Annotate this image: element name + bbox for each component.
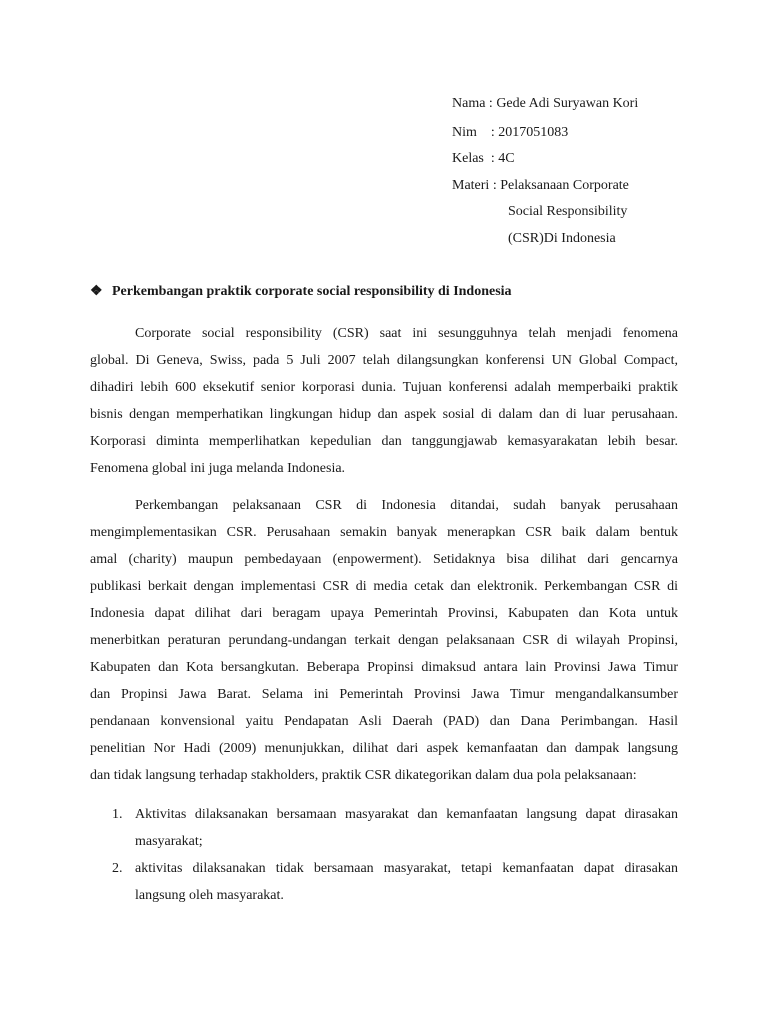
paragraph-line: mengimplementasikan CSR. Perusahaan semakin banyak menerapkan CSR baik dalam bentuk [90, 525, 678, 540]
paragraph-1 [90, 320, 678, 482]
section-heading [90, 283, 512, 300]
paragraph-line: Perkembangan pelaksanaan CSR di Indonesia ditandai, sudah banyak perusahaan [135, 498, 678, 513]
student-info-block [452, 91, 638, 252]
student-nim: Nim : 2017051083 [452, 124, 569, 140]
section-heading-text: Perkembangan praktik corporate social responsibility di Indonesia [112, 284, 512, 299]
list-line: masyarakat; [135, 834, 203, 849]
paragraph-line: Corporate social responsibility (CSR) saat ini sesungguhnya telah menjadi fenomena [135, 326, 678, 341]
paragraph-line: dan Propinsi Jawa Barat. Selama ini Pemerintah Provinsi Jawa Timur mengandalkansumber [90, 687, 678, 702]
student-class: Kelas : 4C [452, 151, 515, 166]
list-line: aktivitas dilaksanakan tidak bersamaan masyarakat, tetapi kemanfaatan dapat dirasakan [135, 861, 678, 876]
material-line-3: (CSR)Di Indonesia [508, 230, 616, 246]
list-line: langsung oleh masyarakat. [135, 888, 284, 903]
paragraph-line: dan tidak langsung terhadap stakholders, praktik CSR dikategorikan dalam dua pola pelaksanaan: [90, 768, 637, 783]
paragraph-2 [90, 492, 678, 789]
material-line-2: Social Responsibility [508, 204, 628, 219]
list-item [90, 801, 678, 855]
paragraph-line: bisnis dengan memperhatikan lingkungan hidup dan aspek sosial di dalam dan di luar perusahaan. [90, 407, 678, 422]
paragraph-line: dihadiri lebih 600 eksekutif senior korporasi dunia. Tujuan konferensi adalah memperbaiki praktik [90, 380, 678, 395]
paragraph-line: Korporasi diminta memperlihatkan kepedulian dan tanggungjawab kemasyarakatan lebih besar. [90, 434, 678, 449]
paragraph-line: menerbitkan peraturan perundang-undangan terkait dengan pelaksanaan CSR di wilayah Propinsi, [90, 633, 678, 648]
numbered-list [90, 801, 678, 909]
material-line-1: Materi : Pelaksanaan Corporate [452, 177, 629, 193]
paragraph-line: global. Di Geneva, Swiss, pada 5 Juli 2007 telah dilangsungkan konferensi UN Global Compact, [90, 353, 678, 368]
paragraph-line: amal (charity) maupun pembedayaan (enpowerment). Setidaknya bisa dilihat dari gencarnya [90, 552, 678, 567]
list-number: 2. [112, 861, 123, 876]
list-number: 1. [112, 807, 123, 822]
student-name: Nama : Gede Adi Suryawan Kori [452, 96, 639, 111]
paragraph-line: Kabupaten dan Kota bersangkutan. Beberapa Propinsi dimaksud antara lain Provinsi Jawa Timur [90, 660, 678, 675]
paragraph-line: penelitian Nor Hadi (2009) menunjukkan, dilihat dari aspek kemanfaatan dan dampak langsung [90, 741, 678, 756]
diamond-bullet-icon: ❖ [90, 284, 103, 299]
list-item [90, 855, 678, 909]
paragraph-line: Indonesia dapat dilihat dari beragam upaya Pemerintah Provinsi, Kabupaten dan Kota untuk [90, 606, 678, 621]
paragraph-line: publikasi berkait dengan implementasi CSR di media cetak dan elektronik. Perkembangan CSR di [90, 579, 678, 594]
paragraph-line: pendanaan konvensional yaitu Pendapatan Asli Daerah (PAD) dan Dana Perimbangan. Hasil [90, 714, 678, 729]
paragraph-line: Fenomena global ini juga melanda Indonesia. [90, 461, 346, 476]
list-line: Aktivitas dilaksanakan bersamaan masyarakat dan kemanfaatan langsung dapat dirasakan [135, 807, 678, 822]
